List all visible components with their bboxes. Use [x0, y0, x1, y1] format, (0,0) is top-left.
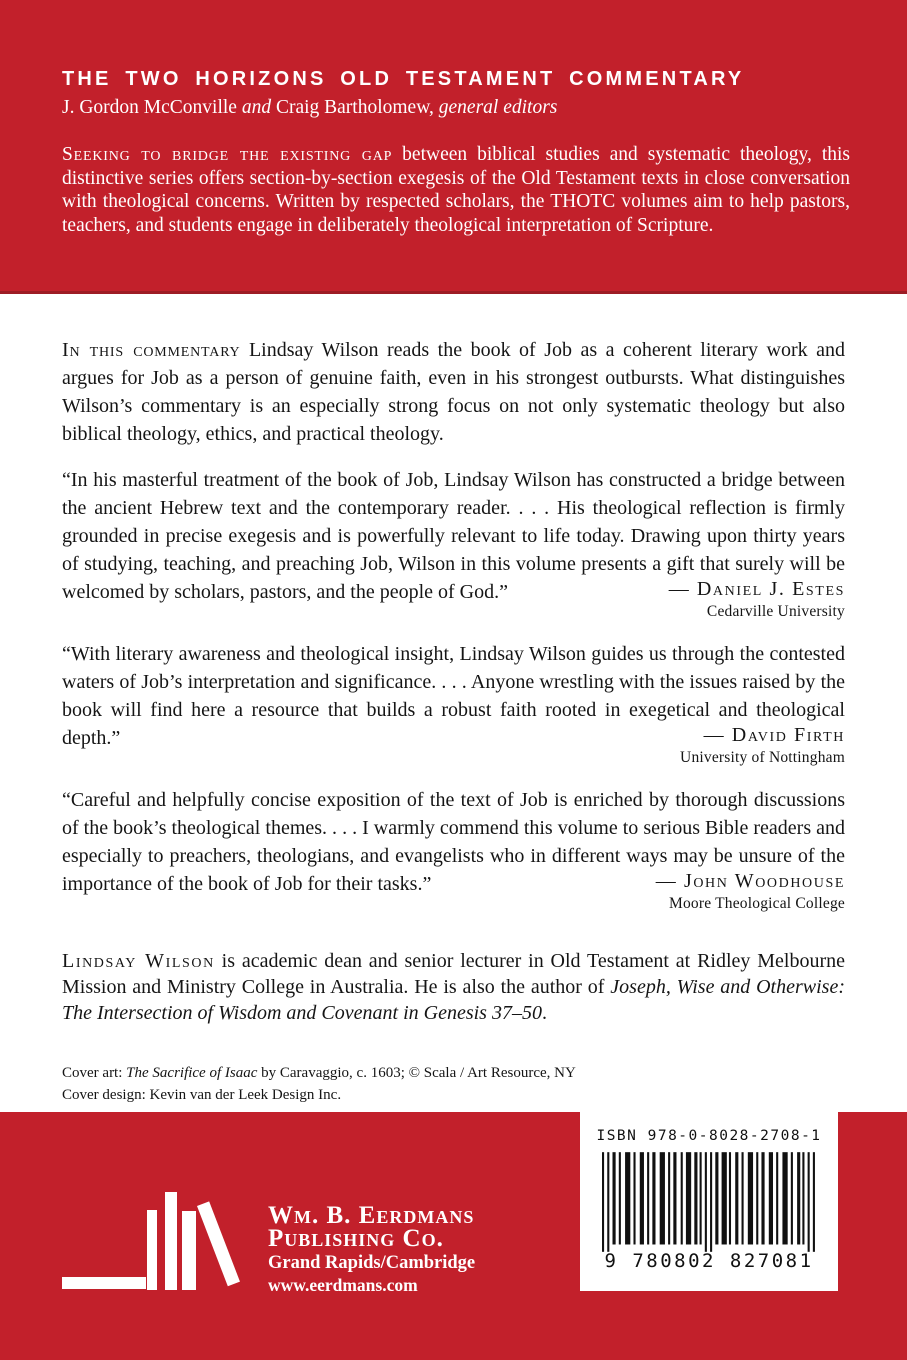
quote-text: “Careful and helpfully concise exposition of the text of Job is enriched by thorough discussions of the book’s theological themes. . . . I warmly commend this volume to serious Bible readers and especially to preachers, theologians, and evangelists who in different ways may be unsure of the importance of the book of Job for their tasks.”	[62, 789, 845, 895]
cover-credits	[62, 1062, 845, 1106]
top-band	[0, 0, 907, 294]
editors-line	[62, 97, 557, 119]
publisher-info	[268, 1204, 475, 1296]
logo-book	[147, 1210, 157, 1290]
isbn-barcode-box	[580, 1112, 838, 1291]
intro-rest: Lindsay Wilson reads the book of Job as a coherent literary work and argues for Job as a person of genuine faith, even in his strongest outbursts. What distinguishes Wilson’s commentary is an especially strong focus on not only systematic theology but also biblical theology, ethics, and practical theology.	[62, 339, 845, 445]
quote-affiliation: University of Nottingham	[680, 749, 845, 766]
quote-text: “With literary awareness and theological insight, Lindsay Wilson guides us through the contested waters of Job’s interpretation and significance. . . . Anyone wrestling with the issues raised by the book will find here a resource that builds a robust faith rooted in exegetical and theological depth.”	[62, 643, 845, 749]
endorsement-quote-woodhouse	[62, 786, 845, 913]
author-bio-text: is academic dean and senior lecturer in Old Testament at Ridley Melbourne Mission and Ministry College in Australia. He is also the author of	[62, 950, 845, 998]
cover-art-rest: by Caravaggio, c. 1603; © Scala / Art Resource, NY	[257, 1065, 576, 1081]
series-blurb	[62, 143, 850, 237]
series-title: THE TWO HORIZONS OLD TESTAMENT COMMENTARY	[62, 68, 745, 90]
endorsement-quote-firth	[62, 640, 845, 767]
author-name: Lindsay Wilson	[62, 950, 215, 972]
quote-affiliation: Moore Theological College	[668, 895, 845, 912]
isbn-label: ISBN 978-0-8028-2708-1	[596, 1128, 822, 1144]
barcode-digits: 9 780802 827081	[604, 1250, 814, 1272]
series-blurb-lead: Seeking to bridge the existing gap	[62, 144, 393, 165]
logo-book	[182, 1211, 196, 1290]
intro-paragraph	[62, 336, 845, 448]
author-bio-end: .	[541, 1002, 547, 1024]
logo-book	[165, 1192, 177, 1290]
series-blurb-rest: between biblical studies and systematic theology, this distinctive series offers section-by-section exegesis of the Old Testament texts in close conversation with theological concerns. Written by respected scholars, the THOTC volumes aim to help pastors, teachers, and students engage in deliberately theological interpretation of Scripture.	[62, 144, 850, 236]
endorsement-quote-estes	[62, 466, 845, 621]
cover-art-title: The Sacrifice of Isaac	[126, 1065, 258, 1081]
bottom-band	[0, 1112, 907, 1360]
logo-shelf	[62, 1277, 146, 1289]
cover-art-label: Cover art:	[62, 1065, 127, 1081]
logo-book-tilted	[197, 1201, 240, 1286]
quote-attribution: — Daniel J. Estes	[668, 578, 845, 600]
editor-name-1: J. Gordon McConville	[62, 97, 242, 118]
barcode-icon	[602, 1152, 816, 1252]
cover-design-credit: Cover design: Kevin van der Leek Design Inc.	[62, 1087, 342, 1103]
author-book-title: Joseph, Wise and Otherwise: The Intersection of Wisdom and Covenant in Genesis 37–50	[62, 976, 845, 1024]
quote-affiliation: Cedarville University	[706, 603, 845, 620]
author-bio	[62, 948, 845, 1026]
quote-attribution: — David Firth	[703, 724, 845, 746]
quote-attribution: — John Woodhouse	[655, 870, 845, 892]
publisher-website: www.eerdmans.com	[268, 1275, 418, 1295]
intro-lead: In this commentary	[62, 339, 241, 361]
eerdmans-books-logo-icon	[62, 1186, 262, 1298]
quote-text: “In his masterful treatment of the book of Job, Lindsay Wilson has constructed a bridge between the ancient Hebrew text and the contemporary reader. . . . His theological reflection is firmly grounded in precise exegesis and is powerfully relevant to life today. Drawing upon thirty years of studying, teaching, and preaching Job, Wilson in this volume presents a gift that surely will be welcomed by scholars, pastors, and the people of God.”	[62, 469, 845, 603]
editors-role: general editors	[438, 97, 558, 118]
editors-and: and	[241, 97, 272, 118]
publisher-name-line1: Wm. B. Eerdmans	[268, 1202, 475, 1229]
publisher-cities: Grand Rapids/Cambridge	[268, 1253, 476, 1273]
editor-name-2: Craig Bartholomew,	[271, 97, 439, 118]
publisher-name-line2: Publishing Co.	[268, 1225, 444, 1252]
